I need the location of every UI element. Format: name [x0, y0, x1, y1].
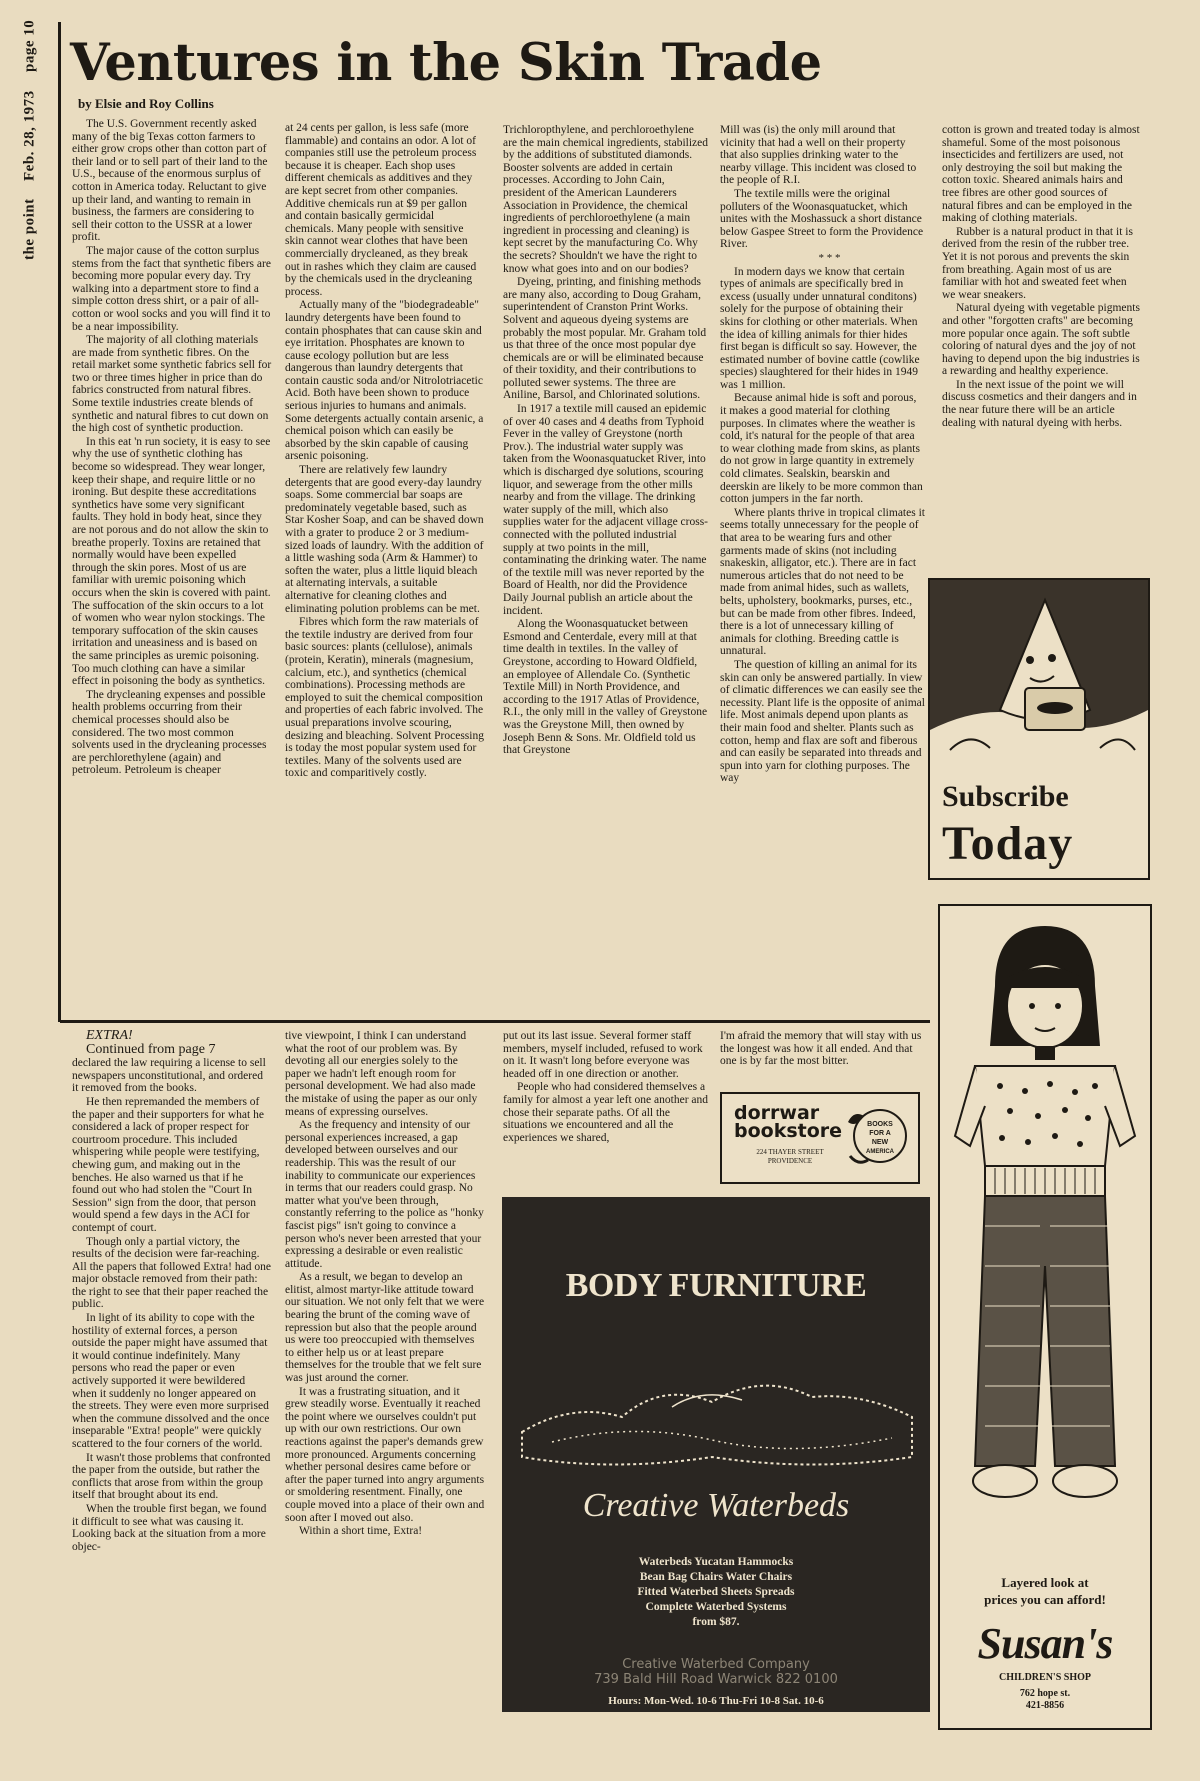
paragraph: In modern days we know that certain types of animals are specifically bred in excess (usually under unnatural conditons) solely for the purpose of obtaining their skins for clothing or other materials. When the idea of killing animals for thier hides first began is difficult so say. However, the estimated number of bovine cattle (cowlike species) slaughtered for their hides in 1949 was 1 million. [720, 265, 920, 391]
paragraph: As the frequency and intensity of our personal experiences increased, a gap developed between ourselves and our readership. This was the result of our inability to communicate our experiences in terms that our readers could grasp. No matter what you've been through, constantly referring to the police as "honky fascist pigs" isn't going to convince a person who's never been arrested that your expressing a desirable or even realistic attitude. [285, 1119, 484, 1270]
company-address: 739 Bald Hill Road Warwick 822 0100 [594, 1672, 838, 1687]
paragraph: The drycleaning expenses and possible health problems occurring from their chemical processes should also be considered. The two most common solvents used in the drycleaning processes are perchlorethylene (again) and petroleum. Petroleum is cheaper [72, 688, 267, 777]
paragraph: Where plants thrive in tropical climates it seems totally unnecessary for the people of that area to be wearing furs and other garments made of skins (not including snakeskin, alligator, etc.). There are in fact numerous articles that do not need to be made from animal hides, such as wallets, belts, upholstery, bookmarks, purses, etc., but can be made from other fibres. Indeed, there is a lot of unnecessary killing of animals for clothing. Breeding cattle is unnatural. [720, 506, 925, 658]
paragraph: Rubber is a natural product in that it is derived from the resin of the rubber tree. Yet it is not porous and prevents the skin from breathing. Again most of us are familiar with hot and sweated feet when we wear sneakers. [942, 225, 1133, 301]
product-line: Complete Waterbed Systems [645, 1601, 787, 1613]
susans-shop-label: CHILDREN'S SHOP [999, 1672, 1091, 1683]
paragraph: There are relatively few laundry detergents that are good every-day laundry soaps. Some commercial bar soaps are predominately vegetable based, such as Star Kosher Soap, and can be shaved down with a grater to produce 2 or 3 medium-sized loads of laundry. With the addition of a little washing soda (Arm & Hammer) to soften the water, plus a little liquid bleach at alternating intervals, a suitable alternative for cleaning clothes and eliminating polution problems can be met. [285, 464, 484, 615]
masthead [10, 20, 50, 260]
paragraph: Because animal hide is soft and porous, it makes a good material for clothing purposes. In climates where the weather is cold, it's natural for the people of that area to wear clothing made from skins, as plants do not grow in large quantity in extremely cold climates. Sealskin, bearskin and deerskin are likely to be more common than cotton jumpers in the far north. [720, 392, 923, 506]
body-furniture-ad [502, 1197, 930, 1712]
paragraph: put out its last issue. Several former staff members, myself included, refused to work on it. It wasn't long before everyone was headed off in one direction or another. [503, 1030, 703, 1080]
byline: by Elsie and Roy Collins [78, 96, 214, 111]
paragraph: When the trouble first began, we found it difficult to see what was causing it. Looking back at the situation from a more objec- [72, 1502, 267, 1553]
extra-column-2 [285, 1030, 485, 1730]
paragraph: In 1917 a textile mill caused an epidemic of over 40 cases and 4 deaths from Typhoid Fever in the valley of Greystone (north Prov.). The industrial water supply was taken from the Woonasquatucket River, into which is discharged dye solutions, scouring liquor, and sewerage from the other mills nearby and from the village. The drinking water supply of the mill, which also supplies water for the adjacent village cross-connected with the polluted industrial supply at two points in the mill, contaminating the drinking water. The name of the textile mill was never reported by the Board of Health, nor did the Providence Daily Journal publish an article about the incident. [503, 403, 708, 617]
child-figure-illustration [940, 906, 1150, 1556]
badge-text-3: NEW [871, 1139, 889, 1146]
subscribe-ad [928, 578, 1150, 880]
product-line: from $87. [692, 1616, 740, 1628]
paragraph: cotton is grown and treated today is almost shameful. Some of the most poisonous insecticides and fertilizers are used, not only destroying the soil but making the cotton toxic. Sheared animals hairs and tree fibres are other good sources of natural fibres and can be employed in the making of clothing materials. [942, 124, 1140, 225]
paragraph: The majority of all clothing materials are made from synthetic fibres. On the retail market some synthetic fabrics sell for two or three times higher in price than do fabrics constructed from natural fibres. Some textile industries create blends of synthetic and natural fibres to cut down on the high cost of synthetic production. [72, 334, 272, 435]
paragraph: Mill was (is) the only mill around that vicinity that had a well on their property that also supplies drinking water to the nearby village. This incident was closed to the people of R.I. [720, 124, 917, 187]
susans-address: 762 hope st. 421-8856 [1019, 1688, 1071, 1711]
paragraph: Actually many of the "biodegradeable" laundry detergents have been found to contain phosphates that can cause skin and eye irritation. Phosphates are known to cause ecology pollution but are less dangerous than laundry detergents that contain caustic soda and/or Nitrolotriacetic Acid. Both have been shown to produce serious injuries to humans and animals. Some detergents actually contain arsenic, a chemical poison which can easily be absorbed by the skin capable of causing arsenic poisoning. [285, 299, 484, 463]
paragraph: He then repremanded the members of the paper and their supporters for what he considered a lack of proper respect for courtroom procedure. This included whispering while people were testifying, chewing gum, and making out in the benches. He also warned us that if he found out who had stolen the "Court In Session" sign from the door, that person would spend a few days in the ACI for contempt of court. [72, 1095, 264, 1234]
extra-continued: Continued from page 7 [86, 1041, 216, 1057]
extra-column-1 [72, 1030, 272, 1730]
paragraph: In light of its ability to cope with the hostility of external forces, a person outside the paper might have assumed that it would continue indefinitely. Many persons who read the paper or even actively supported it were bewildered when it suddenly no longer appeared on the streets. They were even more surprised when the commune dissolved and the once inseparable "Extra! people" were quickly scattered to the four corners of the world. [72, 1312, 270, 1450]
subscribe-line-1: Subscribe [942, 780, 1069, 813]
paragraph: People who had considered themselves a family for almost a year left one another and chose their separate paths. Of all the situations we encountered and all the experiences we shared, [503, 1081, 708, 1144]
susans-tagline: Layered look at prices you can afford! [984, 1575, 1106, 1607]
susans-childrens-shop-ad [938, 904, 1152, 1730]
paragraph: The U.S. Government recently asked many of the big Texas cotton farmers to either grow crops other than cotton part of their land or to sell part of their land to the U.S., because of the enormous surplus of cotton in America today. Reluctant to give up their land, and wanting to remain in business, the farmers are considering to sell their cotton to the USSR at a lower profit. [72, 118, 268, 244]
paragraph: As a result, we began to develop an elitist, almost martyr-like attitude toward our situation. We not only felt that we were bearing the brunt of the coming wave of repression but also that the people around us were too preoccupied with themselves to either help us or at least prepare themselves for the trouble that we felt sure was just around the corner. [285, 1271, 485, 1385]
paragraph: The major cause of the cotton surplus stems from the fact that synthetic fibers are becoming more popular every day. Try walking into a department store to find a simple cotton dress shirt, or a pair of all-cotton or wool socks and you will find it to be a near impossibility. [72, 244, 271, 333]
bookstore-badge-icon [844, 1102, 910, 1172]
dorrwar-name: dorrwar bookstore [734, 1102, 843, 1142]
product-line: Waterbeds Yucatan Hammocks [638, 1556, 794, 1568]
article-column-2 [285, 122, 485, 1016]
creative-waterbeds-brand: Creative Waterbeds [582, 1487, 850, 1524]
paragraph: The question of killing an animal for its skin can only be answered partially. In view of climatic differences we can easily see the necessity. Plant life is the opposite of animal life. Most animals depend upon plants as their main food and shelter. Plants such as cotton, hemp and flax are soft and fiberous and can easily be separated into threads and spun into yarn for clothing purposes. The way [720, 658, 925, 785]
subscribe-line-2: Today [942, 817, 1074, 870]
article-column-3 [503, 124, 708, 1016]
paragraph: It wasn't those problems that confronted the paper from the outside, but rather the conflicts that arose from within the group itself that brought about its end. [72, 1451, 271, 1502]
paragraph: In the next issue of the point we will discuss cosmetics and their dangers and in the near future there will be an article dealing with natural dyeing with herbs. [942, 378, 1137, 429]
mascot-illustration [930, 580, 1148, 770]
paragraph: Trichloropthylene, and perchloroethylene are the main chemical ingredients, stabilized by the additions of substituted diamonds. Booster solvents are added in certain processes. According to John Cain, president of the American Launderers Association in Providence, the chemical ingredients of perchloroethylene (a main ingredient in processing and cleaning) is kept secret by the manufacturing Co. Why the secrets? Shouldn't we have the right to know what goes into and on our bodies? [503, 124, 708, 275]
paragraph: tive viewpoint, I think I can understand what the root of our problem was. By devoting all our energies solely to the paper we hadn't left enough room for personal development. We had also made the mistake of using the paper as our only means of expressing ourselves. [285, 1030, 478, 1118]
paragraph: Though only a partial victory, the results of the decision were far-reaching. All the papers that followed Extra! had one major obstacle removed from their path: the right to see that their paper reached the public. [72, 1235, 271, 1311]
paragraph: Fibres which form the raw materials of the textile industry are derived from four basic sources: plants (cellulose), animals (protein, Keratin), minerals (magnesium, calcium, etc.), and synthetics (chemical combinations). Processing methods are employed to suit the chemical composition and properties of each fabric involved. The usual preparations involve scouring, desizing and bleaching. Solvent Processing is today the most popular system used for textiles. Many of the solvents used are toxic and comparitively costly. [285, 616, 484, 780]
paragraph: Dyeing, printing, and finishing methods are many also, according to Doug Graham, superintendent of Cranston Print Works. Solvent and aqueous dyeing systems are probably the most popular. Mr. Graham told us that three of the once most popular dye chemicals are or will be eliminated because of their toxidity, and their contributions to polluted sewer systems. The three are Aniline, Barsol, and Chlorinated solutions. [503, 276, 707, 402]
article-column-5 [942, 124, 1142, 564]
dorrwar-bookstore-ad [720, 1092, 920, 1184]
body-furniture-title: BODY FURNITURE [565, 1267, 867, 1304]
badge-text-4: AMERICA [866, 1149, 894, 1155]
section-break: * * * [818, 251, 841, 264]
extra-title: EXTRA! [86, 1030, 133, 1043]
paragraph: In this eat 'n run society, it is easy to see why the use of synthetic clothing has become so widespread. They wear longer, keep their shape, and require little or no ironing. But despite these accreditations synthetics have some very significant faults. They hold in body heat, since they are not porous and do not allow the skin to breathe properly. Toxins are retained that normally would have been expelled through the skin pores. Most of us are familiar with uremic poisoning which occurs when the skin is covered with paint. The suffocation of the skin occurs to a lot of women who wear nylon stockings. The temporary suffocation of the skin causes irritation and uneasiness and is based on the same principles as uremic poisoning. Too much clothing can have a similar effect in poisoning the body as synthetics. [72, 435, 271, 688]
headline: Ventures in the Skin Trade [70, 33, 822, 93]
company-info [502, 1657, 930, 1687]
paragraph: declared the law requiring a license to sell newspapers unconstitutional, and ordered it removed from the books. [72, 1057, 266, 1095]
paragraph: at 24 cents per gallon, is less safe (more flammable) and contains an odor. A lot of companies still use the petroleum process because it is cheaper. Each shop uses different chemicals as additives and they are kept secret from other companies. Additive chemicals run at $9 per gallon and contain basically germicidal chemicals. Many people with sensitive skin cannot wear clothes that have been commercially drycleaned, as they break out in rashes which they claim are caused by the chemicals used in the drycleaning process. [285, 122, 477, 298]
store-hours: Hours: Mon-Wed. 10-6 Thu-Fri 10-8 Sat. 10-6 [608, 1695, 824, 1707]
paragraph: Along the Woonasquatucket between Esmond and Centerdale, every mill at that time dealth in textiles. In the valley of Greystone, according to Howard Oldfield, an employee of Allendale Co. (Synthetic Textile Mill) in North Providence, and according to the 1917 Atlas of Providence, R.I., the only mill in the valley of Greystone was the Greystone Mill, then owned by Joseph Benn & Sons. Mr. Oldfield told us that Greystone [503, 618, 708, 757]
product-list [502, 1555, 930, 1630]
waterbed-illustration [512, 1362, 920, 1472]
product-line: Fitted Waterbed Sheets Spreads [637, 1586, 795, 1598]
product-line: Bean Bag Chairs Water Chairs [639, 1571, 793, 1583]
badge-text-2: FOR A [869, 1130, 891, 1137]
masthead-date: Feb. 28, 1973 [21, 90, 38, 181]
dorrwar-address: 224 THAYER STREET PROVIDENCE [756, 1148, 824, 1165]
masthead-paper: the point [21, 198, 38, 260]
paragraph: The textile mills were the original polluters of the Woonasquatucket, which unites with the Moshassuck a short distance below Gaspee Street to form the Providence River. [720, 187, 924, 251]
company-name: Creative Waterbed Company [622, 1657, 810, 1672]
paragraph: Natural dyeing with vegetable pigments and other "forgotten crafts" are becoming more popular once again. The soft subtle coloring of natural dyes and the joy of not having to depend upon the big industries is a rewarding and healthy experience. [942, 302, 1140, 378]
article-column-1 [72, 118, 272, 1016]
extra-column-3 [503, 1030, 708, 1190]
paragraph: I'm afraid the memory that will stay with us the longest was how it all ended. And that one is by far the most bitter. [720, 1030, 922, 1068]
vertical-rule [58, 22, 61, 1022]
badge-text-1: BOOKS [867, 1121, 893, 1128]
section-divider [60, 1020, 930, 1023]
susans-name: Susan's [977, 1619, 1113, 1668]
paragraph: It was a frustrating situation, and it grew steadily worse. Eventually it reached the point where we ourselves couldn't put up with our own restrictions. Our own reactions against the paper's demands grew more pronounced. Arguments concerning whether personal desires came before or after the paper turned into angry arguments or smoldering resentment. Finally, one couple moved into a place of their own and soon after I moved out also. [285, 1385, 485, 1524]
article-column-4 [720, 124, 925, 1016]
masthead-page: page 10 [21, 20, 38, 73]
extra-column-4 [720, 1030, 925, 1086]
paragraph: Within a short time, Extra! [299, 1525, 423, 1538]
